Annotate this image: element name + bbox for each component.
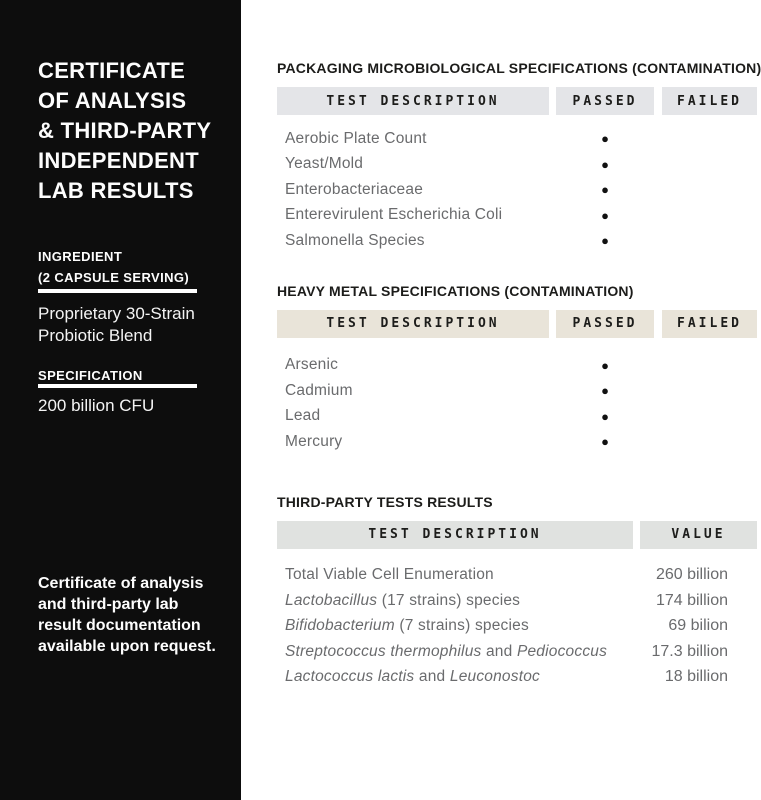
third-party-header-row (277, 521, 757, 549)
passed-dot-icon: ● (601, 408, 609, 424)
page-title-line: & THIRD-PARTY (38, 118, 212, 143)
test-name: Streptococcus thermophilus and Pediococcus (285, 642, 608, 660)
packaging-specs-body (277, 126, 757, 254)
ingredient-value (38, 303, 195, 347)
test-value: 260 billion (655, 566, 728, 584)
third-party-body (277, 563, 757, 691)
heavy-metal-table (277, 284, 757, 455)
table-row (277, 404, 757, 430)
test-name: Salmonella Species (285, 231, 425, 249)
divider (38, 384, 197, 388)
test-name: Total Viable Cell Enumeration (285, 566, 494, 584)
test-name: Bifidobacterium (7 strains) species (285, 617, 529, 635)
column-header-failed: FAILED (662, 87, 757, 115)
test-name: Yeast/Mold (285, 155, 364, 173)
packaging-specs-header-row (277, 87, 757, 115)
passed-dot-icon: ● (601, 182, 609, 198)
sidebar (0, 0, 241, 800)
heavy-metal-body (277, 353, 757, 455)
third-party-title: THIRD-PARTY TESTS RESULTS (277, 493, 493, 510)
ingredient-label-line: INGREDIENT (38, 249, 123, 264)
third-party-table (277, 495, 757, 691)
test-name: Cadmium (285, 381, 353, 399)
table-row (277, 228, 757, 254)
passed-dot-icon: ● (601, 383, 609, 399)
passed-dot-icon: ● (601, 207, 609, 223)
footnote-line: result documentation (38, 617, 201, 634)
table-row (277, 588, 757, 614)
test-value: 18 billion (664, 668, 728, 686)
test-name: Aerobic Plate Count (285, 129, 427, 147)
footnote-line: available upon request. (38, 638, 216, 655)
test-name: Lactobacillus (17 strains) species (285, 591, 521, 609)
test-value: 174 billion (655, 591, 728, 609)
table-row (277, 665, 757, 691)
footnote-line: and third-party lab (38, 596, 179, 613)
content-area (277, 0, 761, 690)
divider (38, 289, 197, 293)
ingredient-value-line: Probiotic Blend (38, 326, 153, 345)
ingredient-value-line: Proprietary 30-Strain (38, 304, 195, 323)
column-header-test-description: TEST DESCRIPTION (277, 310, 549, 338)
table-row (277, 639, 757, 665)
heavy-metal-header-row (277, 310, 757, 338)
packaging-specs-table (277, 60, 761, 254)
ingredient-label-line: (2 CAPSULE SERVING) (38, 270, 190, 285)
column-header-passed: PASSED (556, 310, 654, 338)
table-row (277, 203, 757, 229)
column-header-failed: FAILED (662, 310, 757, 338)
test-name: Arsenic (285, 356, 339, 374)
packaging-specs-title: PACKAGING MICROBIOLOGICAL SPECIFICATIONS (CONTAMINATION) (277, 60, 761, 76)
page-title-line: INDEPENDENT (38, 148, 199, 173)
page-title-line: OF ANALYSIS (38, 88, 187, 113)
test-name: Mercury (285, 432, 343, 450)
passed-dot-icon: ● (601, 357, 609, 373)
table-row (277, 429, 757, 455)
test-name: Lead (285, 407, 321, 425)
page-title-line: LAB RESULTS (38, 178, 194, 203)
specification-label-line: SPECIFICATION (38, 368, 143, 383)
test-name: Enterobacteriaceae (285, 180, 424, 198)
table-row (277, 378, 757, 404)
test-name: Lactococcus lactis and Leuconostoc (285, 668, 540, 686)
column-header-test-description: TEST DESCRIPTION (277, 521, 633, 549)
ingredient-label (38, 246, 189, 288)
specification-value (38, 395, 154, 417)
table-row (277, 152, 757, 178)
passed-dot-icon: ● (601, 131, 609, 147)
specification-label (38, 365, 143, 386)
page-title-line: CERTIFICATE (38, 58, 186, 83)
page-title (38, 56, 211, 206)
test-name: Enterevirulent Escherichia Coli (285, 206, 503, 224)
specification-value-line: 200 billion CFU (38, 396, 155, 415)
footnote (38, 573, 218, 657)
column-header-test-description: TEST DESCRIPTION (277, 87, 549, 115)
column-header-value: VALUE (640, 521, 757, 549)
test-value: 17.3 billion (651, 642, 728, 660)
test-value: 69 bilion (668, 617, 728, 635)
table-row (277, 353, 757, 379)
heavy-metal-title: HEAVY METAL SPECIFICATIONS (CONTAMINATION) (277, 282, 634, 299)
table-row (277, 614, 757, 640)
table-row (277, 177, 757, 203)
passed-dot-icon: ● (601, 233, 609, 249)
table-row (277, 563, 757, 589)
column-header-passed: PASSED (556, 87, 654, 115)
passed-dot-icon: ● (601, 156, 609, 172)
table-row (277, 126, 757, 152)
footnote-line: Certificate of analysis (38, 575, 204, 592)
passed-dot-icon: ● (601, 434, 609, 450)
